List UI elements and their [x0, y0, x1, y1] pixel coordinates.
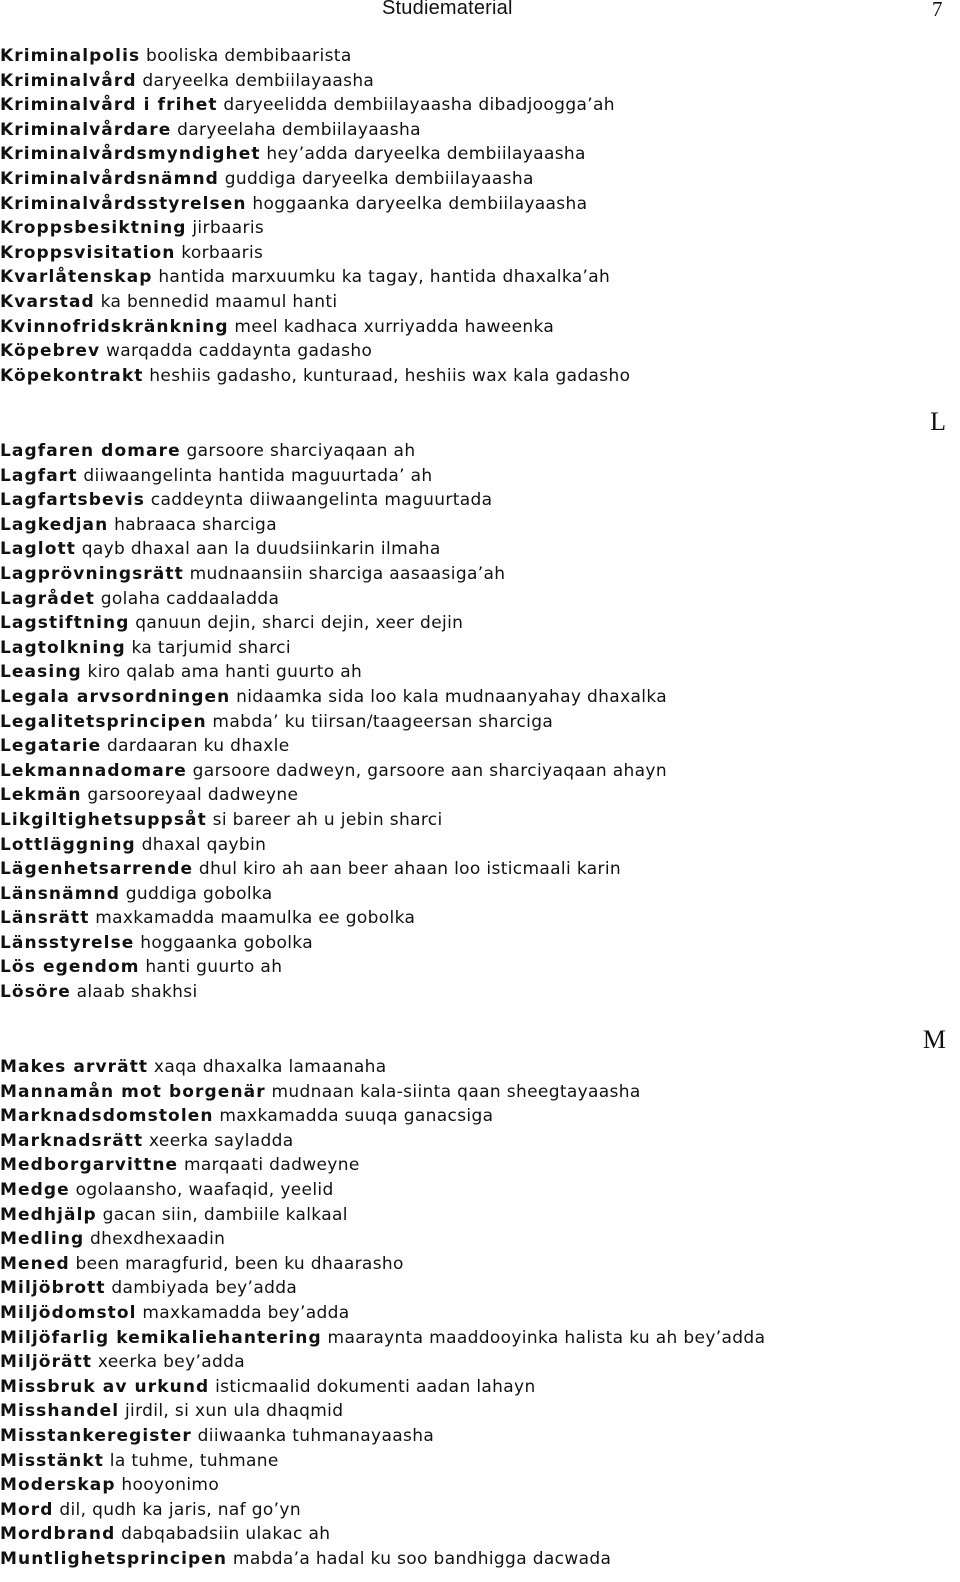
- glossary-entry: [0, 857, 960, 882]
- glossary-entry: [0, 69, 960, 94]
- entry-definition: diiwaangelinta hantida maguurtada’ ah: [83, 465, 433, 486]
- entry-term: Kroppsbesiktning: [0, 218, 187, 239]
- glossary-entry: [0, 1424, 960, 1449]
- glossary-entry: [0, 562, 960, 587]
- glossary-entry: [0, 1227, 960, 1252]
- entry-term: Kriminalvårdsmyndighet: [0, 144, 261, 165]
- entry-term: Kvinnofridskränkning: [0, 316, 229, 337]
- entry-definition: xeerka sayladda: [149, 1130, 294, 1151]
- page-number: 7: [932, 0, 943, 21]
- entry-definition: dil, qudh ka jaris, naf go’yn: [59, 1499, 301, 1520]
- entry-definition: hey’adda daryeelka dembiilayaasha: [266, 144, 586, 165]
- glossary-entry: [0, 1547, 960, 1572]
- glossary-section-l: [0, 439, 960, 1005]
- entry-definition: hanti guurto ah: [145, 957, 283, 978]
- entry-term: Kvarlåtenskap: [0, 267, 153, 288]
- entry-definition: dhul kiro ah aan beer ahaan loo isticmaali karin: [198, 859, 622, 880]
- entry-definition: xaqa dhaxalka lamaanaha: [153, 1057, 387, 1077]
- entry-term: Lagprövningsrätt: [0, 563, 184, 584]
- entry-definition: la tuhme, tuhmane: [109, 1450, 279, 1471]
- entry-term: Lägenhetsarrende: [0, 859, 194, 880]
- glossary-entry: [0, 734, 960, 759]
- entry-definition: mudnaan kala-siinta qaan sheegtayaasha: [271, 1081, 641, 1102]
- entry-term: Marknadsdomstolen: [0, 1106, 214, 1127]
- glossary-entry: [0, 783, 960, 808]
- entry-definition: ka bennedid maamul hanti: [100, 291, 338, 312]
- entry-definition: daryeelidda dembiilayaasha dibadjoogga’ah: [223, 95, 615, 116]
- entry-definition: garsoore dadweyn, garsoore aan sharciyaqaan ahayn: [192, 760, 667, 781]
- entry-term: Kriminalvårdsnämnd: [0, 168, 219, 189]
- glossary-entry: [0, 513, 960, 538]
- entry-term: Köpebrev: [0, 341, 101, 362]
- entry-definition: alaab shakhsi: [76, 982, 198, 1003]
- entry-definition: dhexdhexaadin: [90, 1229, 226, 1250]
- glossary-entry: [0, 339, 960, 364]
- entry-term: Köpekontrakt: [0, 365, 144, 386]
- glossary-entry: [0, 537, 960, 562]
- entry-definition: guddiga gobolka: [125, 883, 273, 904]
- entry-term: Kriminalpolis: [0, 46, 141, 66]
- entry-definition: diiwaanka tuhmanayaasha: [197, 1425, 435, 1446]
- entry-term: Lös egendom: [0, 957, 140, 978]
- glossary-section-m: [0, 1055, 960, 1571]
- entry-term: Medborgarvittne: [0, 1155, 179, 1176]
- entry-definition: garsooreyaal dadweyne: [87, 785, 299, 806]
- entry-definition: dabqabadsiin ulakac ah: [121, 1524, 331, 1545]
- entry-definition: guddiga daryeelka dembiilayaasha: [224, 168, 534, 189]
- entry-term: Leasing: [0, 662, 82, 683]
- entry-term: Kriminalvård i frihet: [0, 95, 218, 116]
- entry-term: Lottläggning: [0, 834, 136, 855]
- entry-definition: mabda’ ku tiirsan/taageersan sharciga: [212, 711, 554, 732]
- entry-definition: caddeynta diiwaangelinta maguurtada: [150, 490, 493, 511]
- glossary-entry: [0, 587, 960, 612]
- glossary-entry: [0, 611, 960, 636]
- entry-term: Muntlighetsprincipen: [0, 1548, 228, 1569]
- entry-term: Legala arvsordningen: [0, 686, 231, 707]
- glossary-entry: [0, 1375, 960, 1400]
- entry-term: Misshandel: [0, 1401, 120, 1422]
- entry-term: Lagfaren domare: [0, 441, 181, 461]
- entry-term: Lagstiftning: [0, 613, 130, 634]
- entry-definition: dardaaran ku dhaxle: [107, 736, 290, 757]
- entry-term: Moderskap: [0, 1475, 116, 1496]
- entry-definition: booliska dembibaarista: [146, 46, 352, 66]
- entry-definition: jirdil, si xun ula dhaqmid: [124, 1401, 344, 1422]
- entry-definition: maxkamadda maamulka ee gobolka: [95, 908, 416, 929]
- glossary-entry: [0, 1080, 960, 1105]
- entry-definition: gacan siin, dambiile kalkaal: [102, 1204, 348, 1225]
- entry-definition: meel kadhaca xurriyadda haweenka: [234, 316, 555, 337]
- entry-term: Lagrådet: [0, 588, 95, 609]
- entry-term: Marknadsrätt: [0, 1130, 144, 1151]
- entry-term: Kriminalvårdsstyrelsen: [0, 193, 247, 214]
- entry-definition: xeerka bey’adda: [97, 1352, 246, 1373]
- entry-definition: jirbaaris: [192, 218, 265, 239]
- entry-definition: hooyonimo: [121, 1475, 220, 1496]
- glossary-entry: [0, 1301, 960, 1326]
- glossary-entry: [0, 759, 960, 784]
- entry-term: Kriminalvårdare: [0, 119, 172, 140]
- glossary-entry: [0, 1104, 960, 1129]
- entry-term: Laglott: [0, 539, 76, 560]
- glossary-entry: [0, 1498, 960, 1523]
- entry-term: Lagfart: [0, 465, 78, 486]
- glossary-entry: [0, 464, 960, 489]
- glossary-entry: [0, 955, 960, 980]
- entry-term: Legalitetsprincipen: [0, 711, 207, 732]
- entry-definition: qanuun dejin, sharci dejin, xeer dejin: [135, 613, 464, 634]
- entry-definition: hantida marxuumku ka tagay, hantida dhaxalka’ah: [158, 267, 611, 288]
- entry-term: Mened: [0, 1253, 70, 1274]
- entry-term: Medling: [0, 1229, 85, 1250]
- section-letter-m: M: [922, 1025, 946, 1054]
- glossary-entry: [0, 1055, 960, 1080]
- glossary-entry: [0, 1350, 960, 1375]
- entry-term: Mordbrand: [0, 1524, 116, 1545]
- glossary-entry: [0, 93, 960, 118]
- entry-term: Medhjälp: [0, 1204, 97, 1225]
- glossary-entry: [0, 44, 960, 69]
- entry-term: Miljödomstol: [0, 1302, 137, 1323]
- entry-term: Miljöfarlig kemikaliehantering: [0, 1327, 322, 1348]
- entry-definition: ogolaansho, waafaqid, yeelid: [75, 1179, 334, 1200]
- page-header: [0, 0, 960, 20]
- glossary-entry: [0, 1326, 960, 1351]
- entry-term: Länsrätt: [0, 908, 90, 929]
- glossary-entry: [0, 1449, 960, 1474]
- glossary-entry: [0, 315, 960, 340]
- glossary-entry: [0, 882, 960, 907]
- entry-definition: maxkamadda bey’adda: [142, 1302, 350, 1323]
- entry-definition: korbaaris: [181, 242, 264, 263]
- entry-term: Lekmannadomare: [0, 760, 187, 781]
- glossary-entry: [0, 364, 960, 389]
- entry-term: Kvarstad: [0, 291, 95, 312]
- entry-definition: si bareer ah u jebin sharci: [212, 809, 443, 830]
- entry-definition: hoggaanka gobolka: [140, 932, 313, 953]
- entry-definition: habraaca sharciga: [114, 514, 277, 535]
- glossary-entry: [0, 1252, 960, 1277]
- glossary-entry: [0, 685, 960, 710]
- glossary-entry: [0, 660, 960, 685]
- entry-definition: mabda’a hadal ku soo bandhigga dacwada: [232, 1548, 612, 1569]
- entry-term: Missbruk av urkund: [0, 1376, 210, 1397]
- entry-definition: marqaati dadweyne: [183, 1155, 360, 1176]
- entry-definition: kiro qalab ama hanti guurto ah: [87, 662, 363, 683]
- glossary-entry: [0, 1473, 960, 1498]
- entry-term: Misstänkt: [0, 1450, 105, 1471]
- entry-term: Lösöre: [0, 982, 71, 1003]
- entry-definition: ka tarjumid sharci: [131, 637, 291, 658]
- glossary-entry: [0, 906, 960, 931]
- entry-term: Lagfartsbevis: [0, 490, 145, 511]
- entry-term: Länsstyrelse: [0, 932, 135, 953]
- entry-term: Mannamån mot borgenär: [0, 1081, 266, 1102]
- glossary-section-k: [0, 44, 960, 388]
- entry-definition: dambiyada bey’adda: [111, 1278, 298, 1299]
- glossary-entry: [0, 1276, 960, 1301]
- entry-definition: maaraynta maaddooyinka halista ku ah bey’adda: [327, 1327, 766, 1348]
- glossary-entry: [0, 1178, 960, 1203]
- glossary-entry: [0, 808, 960, 833]
- glossary-entry: [0, 488, 960, 513]
- entry-term: Makes arvrätt: [0, 1057, 149, 1077]
- entry-definition: mudnaansiin sharciga aasaasiga’ah: [189, 563, 506, 584]
- entry-definition: maxkamadda suuqa ganacsiga: [219, 1106, 494, 1127]
- entry-term: Medge: [0, 1179, 70, 1200]
- entry-term: Lagkedjan: [0, 514, 109, 535]
- glossary-entry: [0, 142, 960, 167]
- glossary-entry: [0, 931, 960, 956]
- entry-definition: daryeelka dembiilayaasha: [142, 70, 375, 91]
- glossary-entry: [0, 439, 960, 464]
- entry-definition: qayb dhaxal aan la duudsiinkarin ilmaha: [81, 539, 441, 560]
- entry-term: Lagtolkning: [0, 637, 126, 658]
- glossary-entry: [0, 118, 960, 143]
- glossary-entry: [0, 710, 960, 735]
- glossary-entry: [0, 216, 960, 241]
- glossary-entry: [0, 192, 960, 217]
- entry-term: Miljöbrott: [0, 1278, 106, 1299]
- entry-term: Lekmän: [0, 785, 82, 806]
- entry-definition: hoggaanka daryeelka dembiilayaasha: [252, 193, 588, 214]
- entry-definition: daryeelaha dembiilayaasha: [177, 119, 421, 140]
- glossary-entry: [0, 290, 960, 315]
- glossary-entry: [0, 980, 960, 1005]
- entry-definition: dhaxal qaybin: [141, 834, 267, 855]
- entry-definition: warqadda caddaynta gadasho: [105, 341, 373, 362]
- glossary-entry: [0, 833, 960, 858]
- entry-definition: been maragfurid, been ku dhaarasho: [75, 1253, 404, 1274]
- entry-definition: heshiis gadasho, kunturaad, heshiis wax kala gadasho: [149, 365, 631, 386]
- glossary-entry: [0, 636, 960, 661]
- entry-term: Kroppsvisitation: [0, 242, 176, 263]
- entry-definition: golaha caddaaladda: [100, 588, 280, 609]
- entry-term: Likgiltighetsuppsåt: [0, 809, 207, 830]
- glossary-entry: [0, 1203, 960, 1228]
- header-title: Studiematerial: [382, 0, 513, 19]
- entry-definition: garsoore sharciyaqaan ah: [186, 441, 416, 461]
- glossary-entry: [0, 1153, 960, 1178]
- glossary-entry: [0, 241, 960, 266]
- glossary-entry: [0, 167, 960, 192]
- entry-definition: isticmaalid dokumenti aadan lahayn: [215, 1376, 536, 1397]
- entry-term: Miljörätt: [0, 1352, 93, 1373]
- section-letter-l: L: [930, 407, 946, 436]
- entry-term: Mord: [0, 1499, 54, 1520]
- glossary-entry: [0, 1522, 960, 1547]
- glossary-entry: [0, 265, 960, 290]
- entry-term: Legatarie: [0, 736, 102, 757]
- entry-definition: nidaamka sida loo kala mudnaanyahay dhaxalka: [236, 686, 667, 707]
- glossary-entry: [0, 1129, 960, 1154]
- entry-term: Misstankeregister: [0, 1425, 192, 1446]
- glossary-entry: [0, 1399, 960, 1424]
- entry-term: Kriminalvård: [0, 70, 137, 91]
- entry-term: Länsnämnd: [0, 883, 120, 904]
